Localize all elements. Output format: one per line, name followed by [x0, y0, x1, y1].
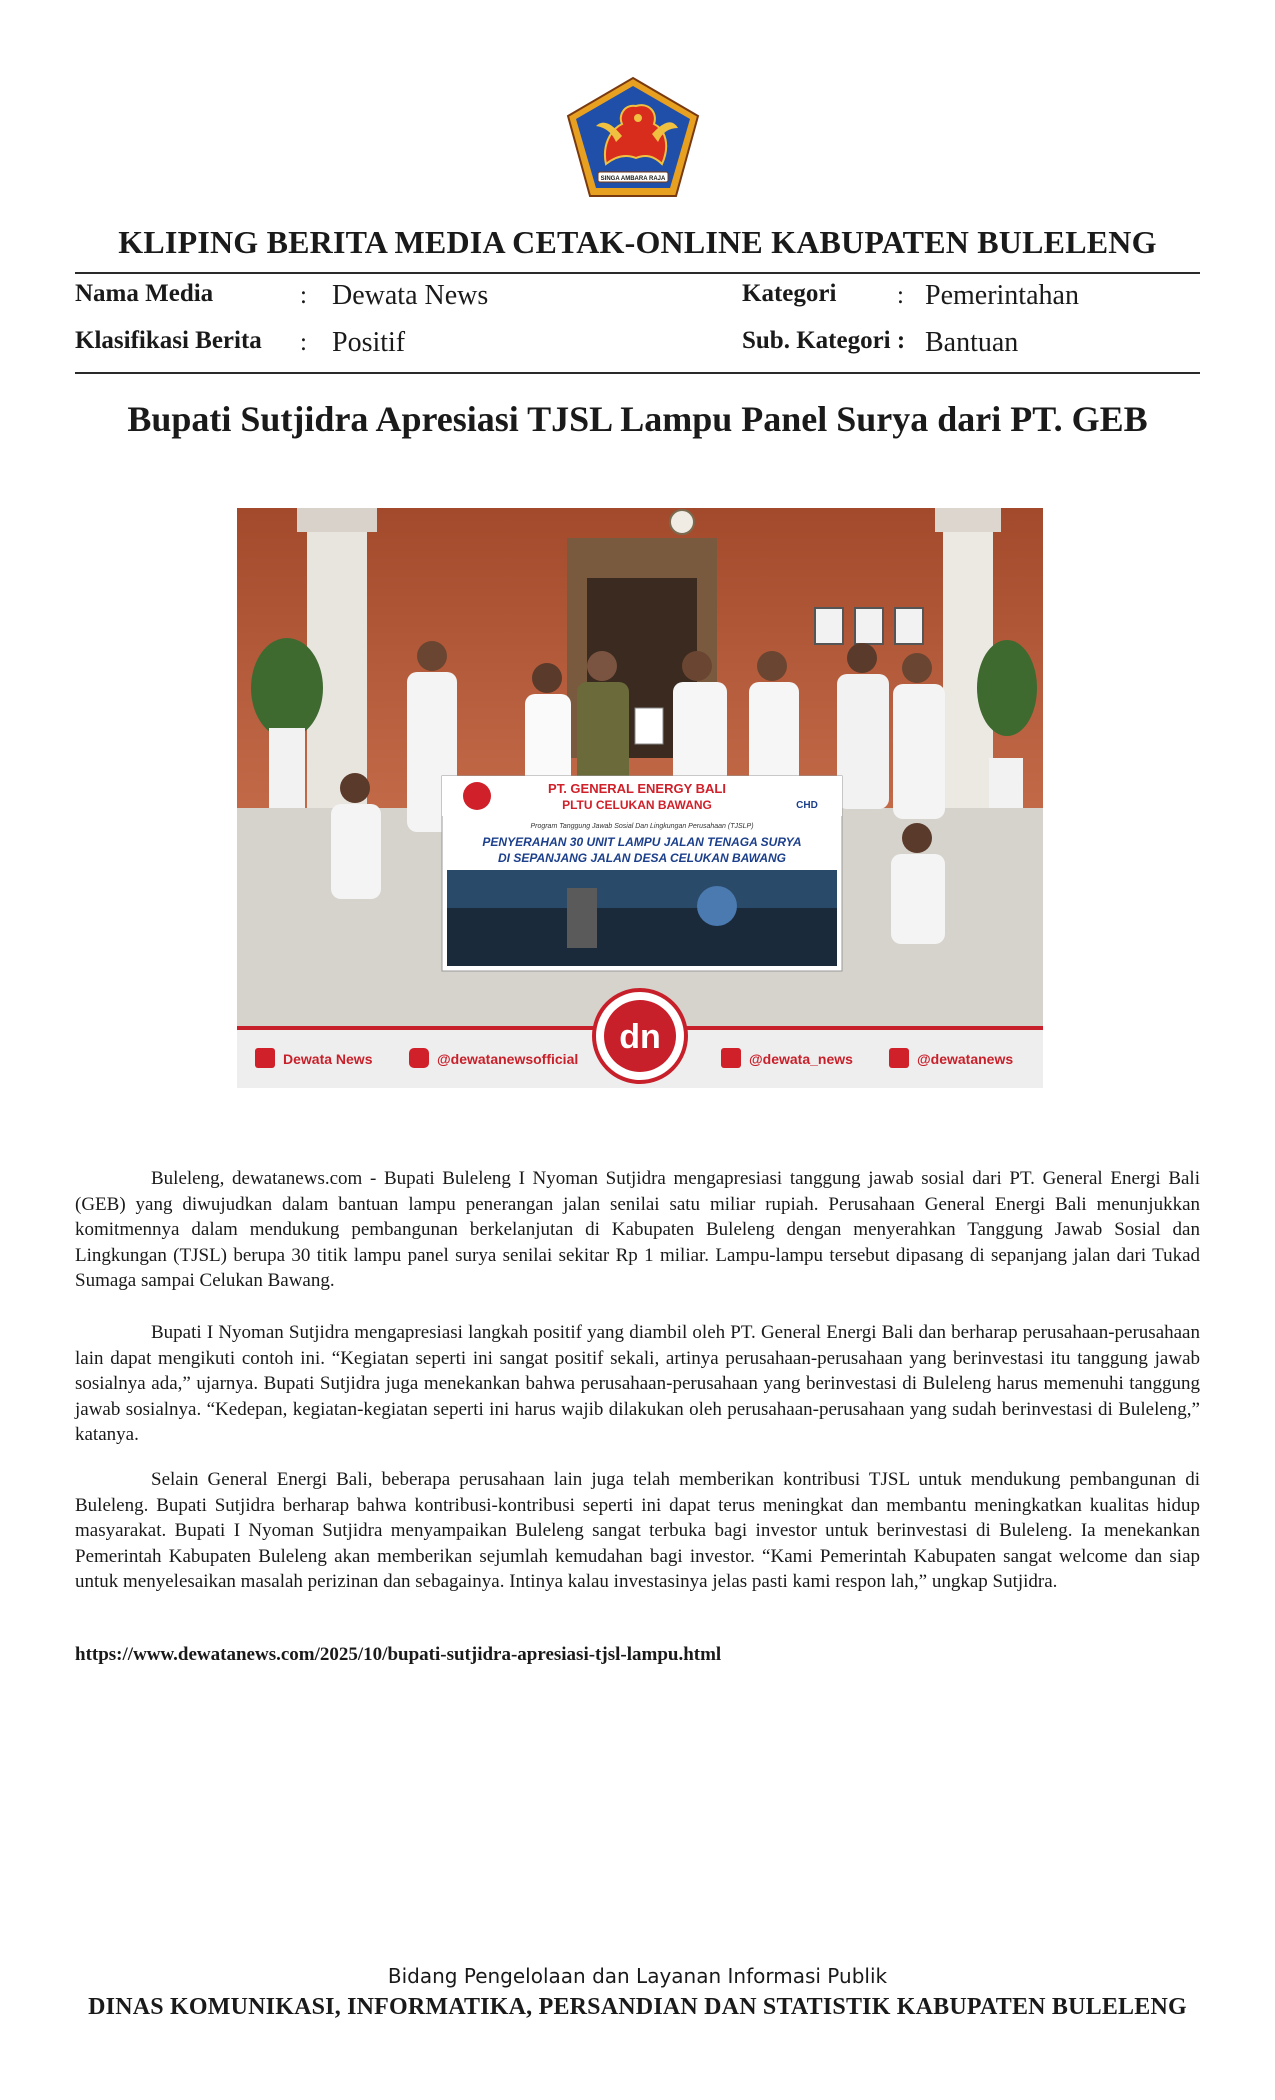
social-facebook: Dewata News: [283, 1051, 373, 1067]
sub-kategori-label: Sub. Kategori :: [742, 327, 906, 354]
logo-motto: SINGA AMBARA RAJA: [600, 176, 666, 182]
banner-line1: PENYERAHAN 30 UNIT LAMPU JALAN TENAGA SURYA: [482, 835, 802, 849]
divider-meta: [75, 372, 1200, 374]
klasifikasi-berita-value: Positif: [332, 327, 406, 358]
divider-top: [75, 272, 1200, 274]
watermark-monogram: dn: [619, 1018, 661, 1056]
photo-illustration: [237, 508, 1043, 1088]
article-paragraph-3: Selain General Energi Bali, beberapa perusahaan lain juga telah memberikan kontribusi TJSL untuk mendukung pembangunan di Buleleng. Bupati Sutjidra berharap bahwa kontribusi-kontribusi seperti ini dapat terus meningkat dan membantu meningkatkan kualitas hidup masyarakat. Bupati I Nyoman Sutjidra menyampaikan Buleleng sangat terbuka bagi investor untuk berinvestasi di Buleleng. Ia menekankan Pemerintah Kabupaten Buleleng akan memberikan sejumlah kemudahan bagi investor. “Kami Pemerintah Kabupaten sangat welcome dan siap untuk menyelesaikan masalah perizinan dan sebagainya. Intinya kalau investasinya jelas pasti kami respon lah,” ungkap Sutjidra.: [75, 1469, 1200, 1592]
nama-media-colon: :: [300, 282, 307, 309]
nama-media-value: Dewata News: [332, 280, 489, 311]
social-twitter: @dewata_news: [749, 1051, 853, 1067]
kategori-label: Kategori: [742, 280, 837, 307]
social-tiktok: @dewatanews: [917, 1051, 1014, 1067]
social-instagram: @dewatanewsofficial: [437, 1051, 579, 1067]
article-photo: [237, 508, 1043, 1088]
klasifikasi-berita-colon: :: [300, 329, 307, 356]
source-url-link[interactable]: https://www.dewatanews.com/2025/10/bupati-sutjidra-apresiasi-tjsl-lampu.html: [75, 1644, 722, 1665]
klasifikasi-berita-label: Klasifikasi Berita: [75, 327, 262, 354]
kategori-colon: :: [897, 282, 904, 309]
banner-company: PT. GENERAL ENERGY BALI: [548, 781, 726, 796]
article-paragraph-2: Bupati I Nyoman Sutjidra mengapresiasi langkah positif yang diambil oleh PT. General Energi Bali dan berharap perusahaan-perusahaan lain dapat mengikuti contoh ini. “Kegiatan seperti ini sangat positif sekali, artinya perusahaan-perusahaan yang berinvestasi itu tanggung jawab sosialnya ada,” ujarnya. Bupati Sutjidra juga menekankan bahwa perusahaan-perusahaan yang berinvestasi di Buleleng harus memenuhi tanggung jawab sosialnya. “Kedepan, kegiatan-kegiatan seperti ini harus wajib dilakukan oleh perusahaan-perusahaan yang sudah berinvestasi di Buleleng,” katanya.: [75, 1322, 1200, 1445]
footer-agency: DINAS KOMUNIKASI, INFORMATIKA, PERSANDIAN DAN STATISTIK KABUPATEN BULELENG: [88, 1994, 1187, 2020]
article-headline: Bupati Sutjidra Apresiasi TJSL Lampu Panel Surya dari PT. GEB: [127, 399, 1148, 439]
kliping-title: KLIPING BERITA MEDIA CETAK-ONLINE KABUPATEN BULELENG: [118, 224, 1157, 260]
article-paragraph-1: Buleleng, dewatanews.com - Bupati Buleleng I Nyoman Sutjidra mengapresiasi tanggung jawab sosial dari PT. General Energi Bali (GEB) yang diwujudkan dalam bantuan lampu penerangan jalan senilai satu miliar rupiah. Perusahaan General Energi Bali menunjukkan komitmennya dalam mendukung pembangunan berkelanjutan di Kabupaten Buleleng dengan menyerahkan Tanggung Jawab Sosial dan Lingkungan (TJSL) berupa 30 titik lampu panel surya senilai sekitar Rp 1 miliar. Lampu-lampu tersebut dipasang di sepanjang jalan dari Tukad Sumaga sampai Celukan Bawang.: [75, 1168, 1200, 1291]
banner-plant: PLTU CELUKAN BAWANG: [562, 798, 712, 812]
banner-partner: CHD: [796, 800, 818, 811]
buleleng-regency-logo: [566, 76, 700, 198]
footer-division: Bidang Pengelolaan dan Layanan Informasi Publik: [387, 1964, 888, 1988]
banner-line2: DI SEPANJANG JALAN DESA CELUKAN BAWANG: [497, 851, 787, 865]
sub-kategori-value: Bantuan: [925, 327, 1019, 358]
nama-media-label: Nama Media: [75, 280, 214, 307]
kategori-value: Pemerintahan: [925, 280, 1079, 311]
banner-program: Program Tanggung Jawab Sosial Dan Lingkungan Perusahaan (TJSLP): [530, 823, 754, 830]
